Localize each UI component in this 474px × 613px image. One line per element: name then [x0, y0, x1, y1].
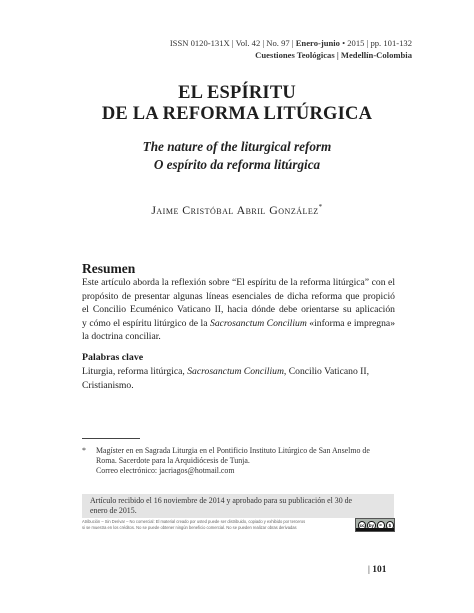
translated-titles — [0, 138, 474, 174]
abstract-body — [82, 276, 395, 344]
attribution-icon: by — [368, 522, 374, 528]
license-line: Atribución – Sin Derivar – No comercial: El material creado por usted puede ser distribuido, copiado y exhibido por terceros — [82, 519, 306, 524]
license-notice — [82, 519, 352, 530]
footnote-line: Magíster en en Sagrada Liturgia en el Pontificio Instituto Litúrgico de San Anselmo de — [96, 446, 370, 455]
issue-pages: • 2015 | pp. 101-132 — [339, 38, 412, 48]
abstract-text: «informa e impregna» — [306, 317, 396, 329]
abstract-line: el Concilio Ecuménico Vaticano II, hacia dónde debe orientarse su aplicación — [82, 304, 395, 316]
keywords-text: Liturgia, reforma litúrgica, — [82, 366, 188, 377]
english-title: The nature of the liturgical reform — [142, 139, 332, 154]
non-commercial-icon: $ — [386, 521, 394, 530]
received-line: enero de 2015. — [90, 506, 137, 516]
footnote-text — [96, 446, 394, 477]
author-text: Jaime Cristóbal Abril González — [151, 203, 319, 217]
keywords-line — [82, 365, 395, 379]
author-footnote-marker: * — [318, 203, 323, 212]
journal-name: Cuestiones Teológicas | Medellín-Colombia — [255, 49, 412, 60]
title-line-2: DE LA REFORMA LITÚRGICA — [101, 104, 373, 124]
author-footnote — [82, 446, 394, 477]
footnote-line: Correo electrónico: jacriagos@hotmail.com — [96, 466, 235, 476]
keywords-line: Cristianismo. — [82, 379, 134, 391]
footnote-divider — [82, 438, 140, 439]
page-number-separator: | — [368, 565, 373, 575]
cc-icon: cc — [359, 522, 365, 528]
abstract-heading: Resumen — [82, 261, 136, 276]
footnote-marker: * — [82, 446, 86, 455]
received-line: Artículo recibido el 16 noviembre de 2014 y aprobado para su publicación el 30 de — [90, 496, 353, 505]
keywords-text: , Concilio Vaticano II, — [283, 366, 369, 377]
creative-commons-badge-icon[interactable] — [355, 518, 395, 532]
issn-line — [170, 38, 412, 50]
abstract-line: propósito de presentar algunas líneas esenciales de dicha reforma que propició — [82, 290, 395, 302]
no-derivatives-icon: = — [377, 521, 385, 530]
portuguese-title: O espírito da reforma litúrgica — [153, 157, 321, 172]
footnote-line: Roma. Sacerdote para la Arquidiócesis de Tunja. — [96, 456, 250, 466]
journal-header — [170, 38, 412, 61]
keywords-body — [82, 365, 395, 392]
received-date-box — [82, 494, 394, 518]
abstract-text: y cómo el espíritu litúrgico de la — [82, 317, 210, 329]
badge-bar — [356, 528, 394, 531]
author-name — [0, 203, 474, 218]
abstract-line: Este artículo aborda la reflexión sobre “El espíritu de la reforma litúrgica” con el — [82, 277, 395, 288]
keywords-italic: Sacrosanctum Concilium — [187, 366, 284, 377]
keywords-heading: Palabras clave — [82, 352, 144, 363]
abstract-line — [82, 317, 395, 331]
title-line-1: EL ESPÍRITU — [178, 83, 296, 103]
article-title — [0, 83, 474, 125]
page-number — [368, 565, 387, 575]
page-number-value: 101 — [372, 565, 387, 575]
issn-text: ISSN 0120-131X | Vol. 42 | No. 97 | — [169, 38, 296, 48]
issue-period: Enero-junio — [295, 38, 340, 48]
license-line: si se muestra en los créditos. No se puede obtener ningún beneficio comercial. No se pueden realizar obras derivadas — [82, 524, 297, 530]
abstract-line: la doctrina conciliar. — [82, 331, 161, 343]
abstract-italic: Sacrosanctum Concilium — [210, 317, 307, 329]
